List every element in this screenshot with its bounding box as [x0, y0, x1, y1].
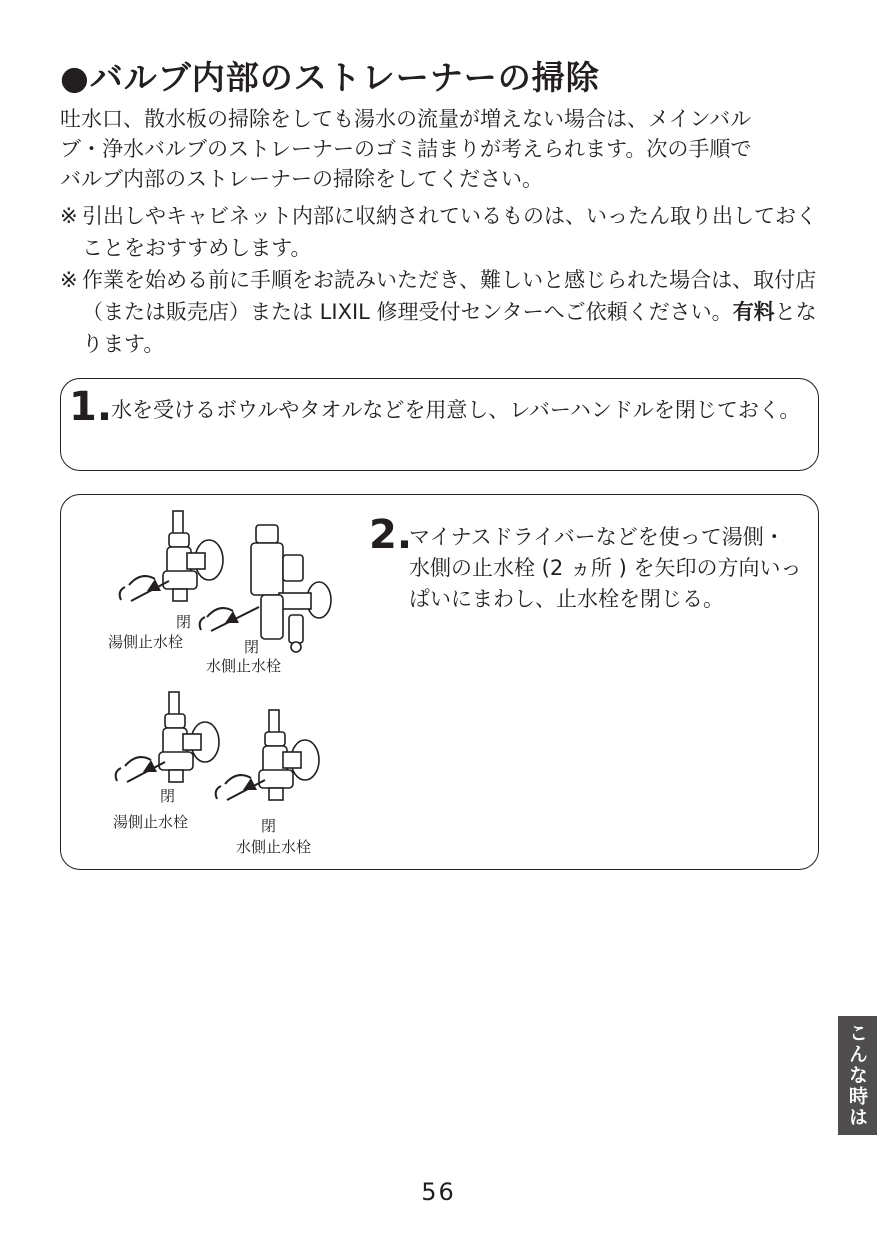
- label-close-cold-bottom: 閉: [261, 817, 277, 835]
- label-close-hot-bottom: 閉: [160, 787, 176, 805]
- label-cold-valve-bottom: 水側止水栓: [236, 838, 312, 856]
- section-title: ●バルブ内部のストレーナーの掃除: [60, 58, 600, 97]
- note-text: 引出しやキャビネット内部に収納されているものは、いったん取り出しておくことをおすすめします。: [82, 204, 817, 260]
- intro-paragraph: [60, 104, 830, 194]
- step-2-box: [60, 494, 819, 870]
- note-storage: [60, 200, 830, 264]
- note-text-after: となります。: [82, 300, 817, 356]
- label-hot-valve-top: 湯側止水栓: [108, 633, 184, 651]
- note-mark: ※: [60, 204, 78, 228]
- note-mark: ※: [60, 268, 78, 292]
- valve-illustration-bottom: [111, 690, 341, 830]
- note-text: [60, 264, 830, 360]
- note-bold-paid: 有料: [732, 300, 775, 324]
- step-1-box: [60, 378, 819, 471]
- note-paid-service: [60, 264, 830, 360]
- intro-line: バルブ内部のストレーナーの掃除をしてください。: [60, 167, 543, 191]
- step-2-number: 2.: [369, 512, 413, 558]
- label-hot-valve-bottom: 湯側止水栓: [113, 813, 189, 831]
- intro-line: 吐水口、散水板の掃除をしても湯水の流量が増えない場合は、メインバル: [60, 107, 752, 131]
- intro-line: ブ・浄水バルブのストレーナーのゴミ詰まりが考えられます。次の手順で: [60, 137, 752, 161]
- step-1-number: 1.: [69, 384, 113, 430]
- step-2-text: マイナスドライバーなどを使って湯側・水側の止水栓 (2 ヵ所 ) を矢印の方向いっぱいにまわし、止水栓を閉じる。: [409, 525, 802, 611]
- label-cold-valve-top: 水側止水栓: [206, 657, 282, 675]
- page-number: 56: [421, 1178, 456, 1206]
- step-1-text: 水を受けるボウルやタオルなどを用意し、レバーハンドルを閉じておく。: [111, 398, 801, 422]
- label-close-cold-top: 閉: [244, 638, 260, 656]
- note-text-before: 作業を始める前に手順をお読みいただき、難しいと感じられた場合は、取付店（または販売店）または LIXIL 修理受付センターへご依頼ください。: [82, 268, 817, 324]
- side-tab-troubleshooting[interactable]: こんな時は: [838, 1016, 877, 1135]
- label-close-hot-top: 閉: [176, 613, 192, 631]
